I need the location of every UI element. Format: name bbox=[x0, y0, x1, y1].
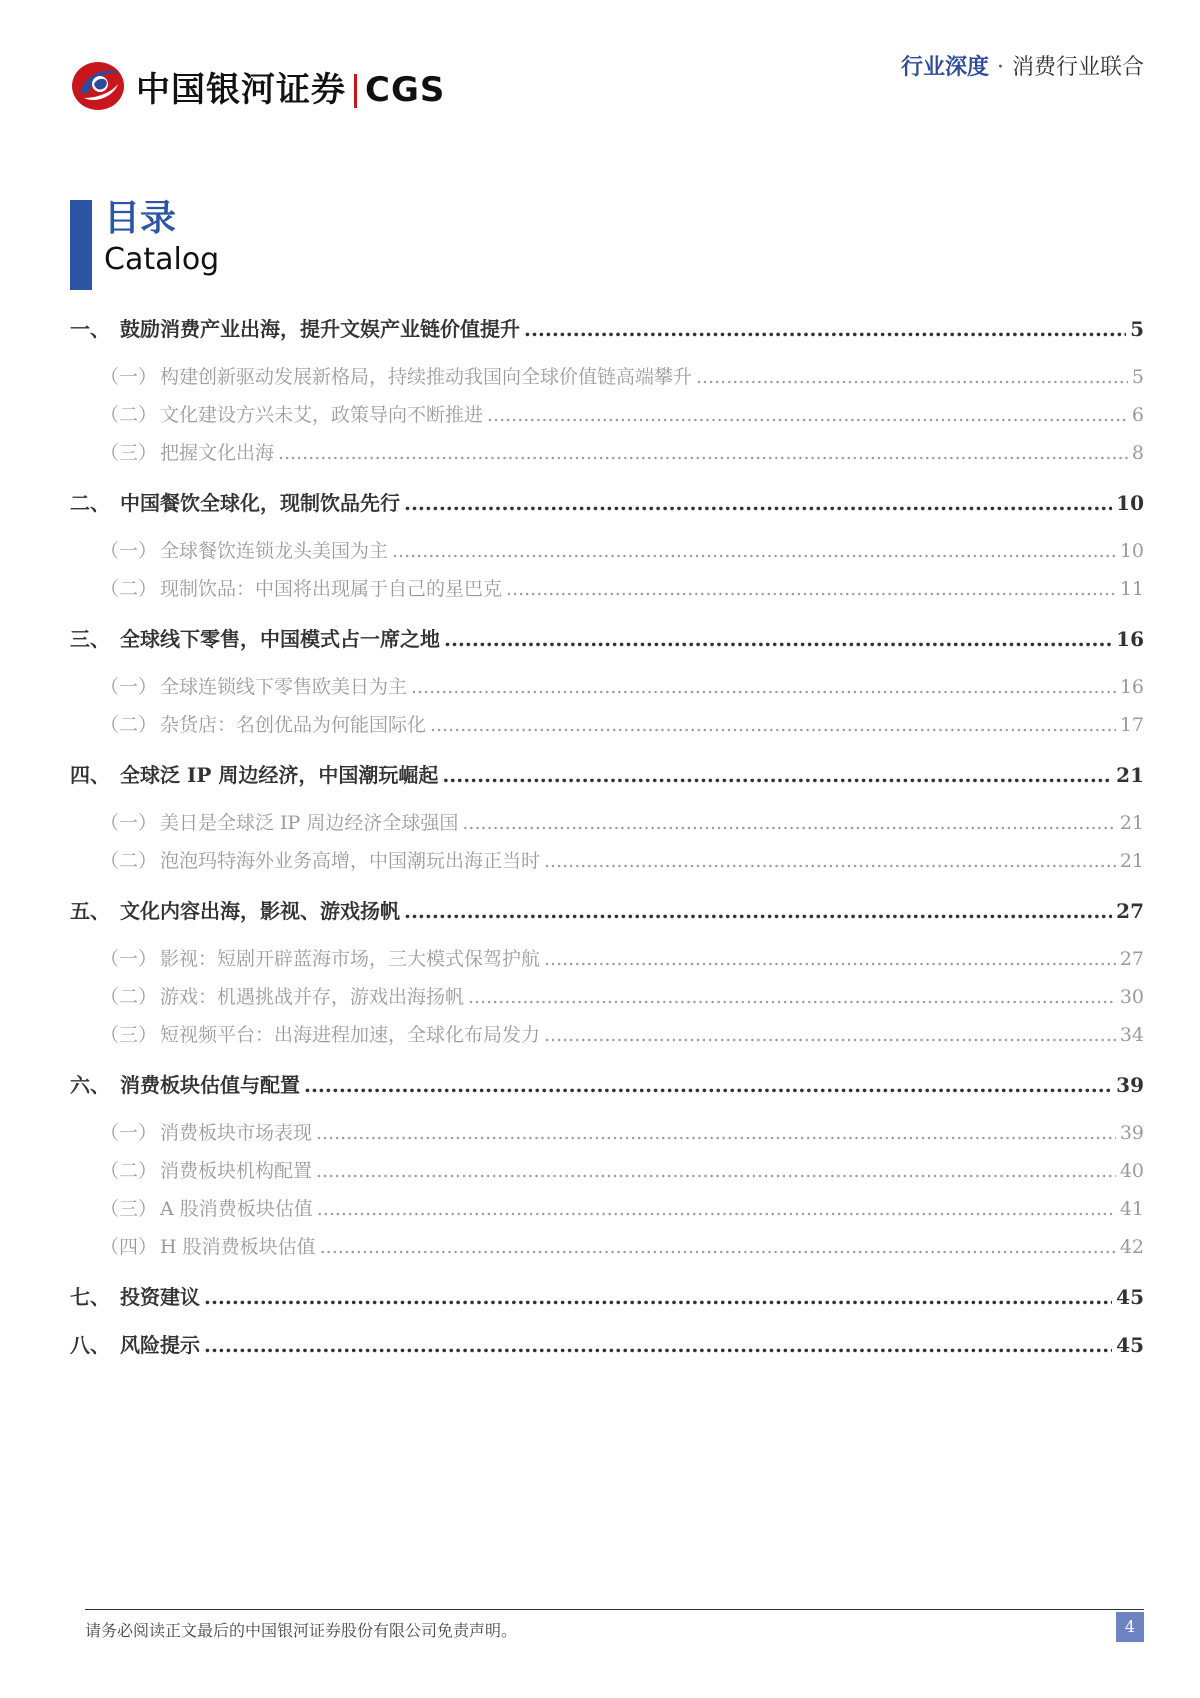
toc-section[interactable]: 二、 中国餐饮全球化，现制饮品先行 ..... 10 bbox=[70, 486, 1144, 520]
dot-leader bbox=[392, 532, 1116, 570]
dot-leader bbox=[411, 668, 1116, 706]
toc-subsection[interactable]: （一） 全球连锁线下零售欧美日为主 ..... 16 bbox=[70, 668, 1144, 706]
page-number: 40 bbox=[1119, 1160, 1144, 1182]
page-number-badge: 4 bbox=[1116, 1612, 1144, 1642]
toc-section[interactable]: 八、 风险提示 ..... 45 bbox=[70, 1328, 1144, 1362]
toc-subsection[interactable]: （三） A 股消费板块估值 ..... 41 bbox=[70, 1190, 1144, 1228]
page-number: 27 bbox=[1119, 948, 1144, 970]
page-number: 45 bbox=[1116, 1333, 1144, 1357]
toc-subsection[interactable]: （一） 影视：短剧开辟蓝海市场，三大模式保驾护航 ..... 27 bbox=[70, 940, 1144, 978]
toc-section[interactable]: 一、 鼓励消费产业出海，提升文娱产业链价值提升 ..... 5 bbox=[70, 312, 1144, 346]
footer-divider bbox=[85, 1609, 1144, 1610]
dot-leader bbox=[524, 312, 1126, 346]
dot-leader bbox=[462, 804, 1115, 842]
report-type: 行业深度 bbox=[900, 54, 989, 80]
page-number: 16 bbox=[1119, 676, 1144, 698]
toc-subsection[interactable]: （二） 泡泡玛特海外业务高增，中国潮玩出海正当时 ..... 21 bbox=[70, 842, 1144, 880]
toc-subsection[interactable]: （三） 把握文化出海 ..... 8 bbox=[70, 434, 1144, 472]
page-number: 17 bbox=[1119, 714, 1144, 736]
logo-wordmark: 中国银河证券 CGS bbox=[136, 69, 446, 110]
dot-leader bbox=[316, 1114, 1116, 1152]
header-separator: · bbox=[996, 55, 1004, 80]
dot-leader bbox=[204, 1328, 1112, 1362]
dot-leader bbox=[404, 894, 1112, 928]
page-number: 21 bbox=[1116, 763, 1144, 787]
dot-leader bbox=[506, 570, 1116, 608]
dot-leader bbox=[444, 622, 1112, 656]
report-subtype: 消费行业联合 bbox=[1011, 55, 1144, 80]
table-of-contents bbox=[70, 312, 1144, 1362]
page-number: 6 bbox=[1131, 404, 1144, 426]
toc-subsection[interactable]: （三） 短视频平台：出海进程加速，全球化布局发力 ..... 34 bbox=[70, 1016, 1144, 1054]
dot-leader bbox=[487, 396, 1128, 434]
catalog-title-en: Catalog bbox=[104, 242, 220, 277]
dot-leader bbox=[304, 1068, 1112, 1102]
page-number: 42 bbox=[1119, 1236, 1144, 1258]
page-number: 5 bbox=[1131, 366, 1144, 388]
catalog-accent-bar bbox=[70, 200, 92, 290]
toc-section[interactable]: 六、 消费板块估值与配置 ..... 39 bbox=[70, 1068, 1144, 1102]
toc-subsection[interactable]: （一） 全球餐饮连锁龙头美国为主 ..... 10 bbox=[70, 532, 1144, 570]
toc-subsection[interactable]: （四） H 股消费板块估值 ..... 42 bbox=[70, 1228, 1144, 1266]
toc-subsection[interactable]: （二） 文化建设方兴未艾，政策导向不断推进 ..... 6 bbox=[70, 396, 1144, 434]
page-number: 45 bbox=[1116, 1285, 1144, 1309]
footer-disclaimer: 请务必阅读正文最后的中国银河证券股份有限公司免责声明。 bbox=[85, 1621, 518, 1640]
toc-subsection[interactable]: （一） 美日是全球泛 IP 周边经济全球强国 ..... 21 bbox=[70, 804, 1144, 842]
toc-subsection[interactable]: （一） 消费板块市场表现 ..... 39 bbox=[70, 1114, 1144, 1152]
dot-leader bbox=[442, 758, 1112, 792]
toc-subsection[interactable]: （二） 杂货店：名创优品为何能国际化 ..... 17 bbox=[70, 706, 1144, 744]
dot-leader bbox=[316, 1152, 1116, 1190]
page-number: 11 bbox=[1119, 578, 1144, 600]
dot-leader bbox=[404, 486, 1112, 520]
dot-leader bbox=[430, 706, 1116, 744]
dot-leader bbox=[544, 940, 1116, 978]
dot-leader bbox=[278, 434, 1128, 472]
page-number: 10 bbox=[1119, 540, 1144, 562]
page-number: 41 bbox=[1119, 1198, 1144, 1220]
toc-section[interactable]: 四、 全球泛 IP 周边经济，中国潮玩崛起 ..... 21 bbox=[70, 758, 1144, 792]
dot-leader bbox=[204, 1280, 1112, 1314]
page-number: 34 bbox=[1119, 1024, 1144, 1046]
header-category bbox=[901, 50, 1144, 81]
page-number: 27 bbox=[1116, 899, 1144, 923]
dot-leader bbox=[468, 978, 1116, 1016]
toc-section[interactable]: 五、 文化内容出海，影视、游戏扬帆 ..... 27 bbox=[70, 894, 1144, 928]
logo-divider bbox=[354, 74, 357, 108]
page-number: 8 bbox=[1131, 442, 1144, 464]
catalog-heading bbox=[70, 197, 220, 290]
toc-section[interactable]: 七、 投资建议 ..... 45 bbox=[70, 1280, 1144, 1314]
dot-leader bbox=[696, 358, 1128, 396]
toc-subsection[interactable]: （二） 现制饮品：中国将出现属于自己的星巴克 ..... 11 bbox=[70, 570, 1144, 608]
dot-leader bbox=[544, 842, 1116, 880]
page-number: 39 bbox=[1116, 1073, 1144, 1097]
toc-subsection[interactable]: （一） 构建创新驱动发展新格局，持续推动我国向全球价值链高端攀升 ..... 5 bbox=[70, 358, 1144, 396]
page-number: 21 bbox=[1119, 850, 1144, 872]
dot-leader bbox=[320, 1228, 1116, 1266]
galaxy-logo-icon bbox=[70, 58, 126, 114]
catalog-title-cn: 目录 bbox=[104, 197, 177, 239]
toc-subsection[interactable]: （二） 消费板块机构配置 ..... 40 bbox=[70, 1152, 1144, 1190]
page-number: 10 bbox=[1116, 491, 1144, 515]
dot-leader bbox=[544, 1016, 1116, 1054]
page-number: 21 bbox=[1119, 812, 1144, 834]
page-number: 16 bbox=[1116, 627, 1144, 651]
page-number: 30 bbox=[1119, 986, 1144, 1008]
page-number: 39 bbox=[1119, 1122, 1144, 1144]
toc-subsection[interactable]: （二） 游戏：机遇挑战并存，游戏出海扬帆 ..... 30 bbox=[70, 978, 1144, 1016]
page-number: 5 bbox=[1130, 317, 1144, 341]
company-logo bbox=[70, 58, 445, 114]
toc-section[interactable]: 三、 全球线下零售，中国模式占一席之地 ..... 16 bbox=[70, 622, 1144, 656]
dot-leader bbox=[317, 1190, 1116, 1228]
